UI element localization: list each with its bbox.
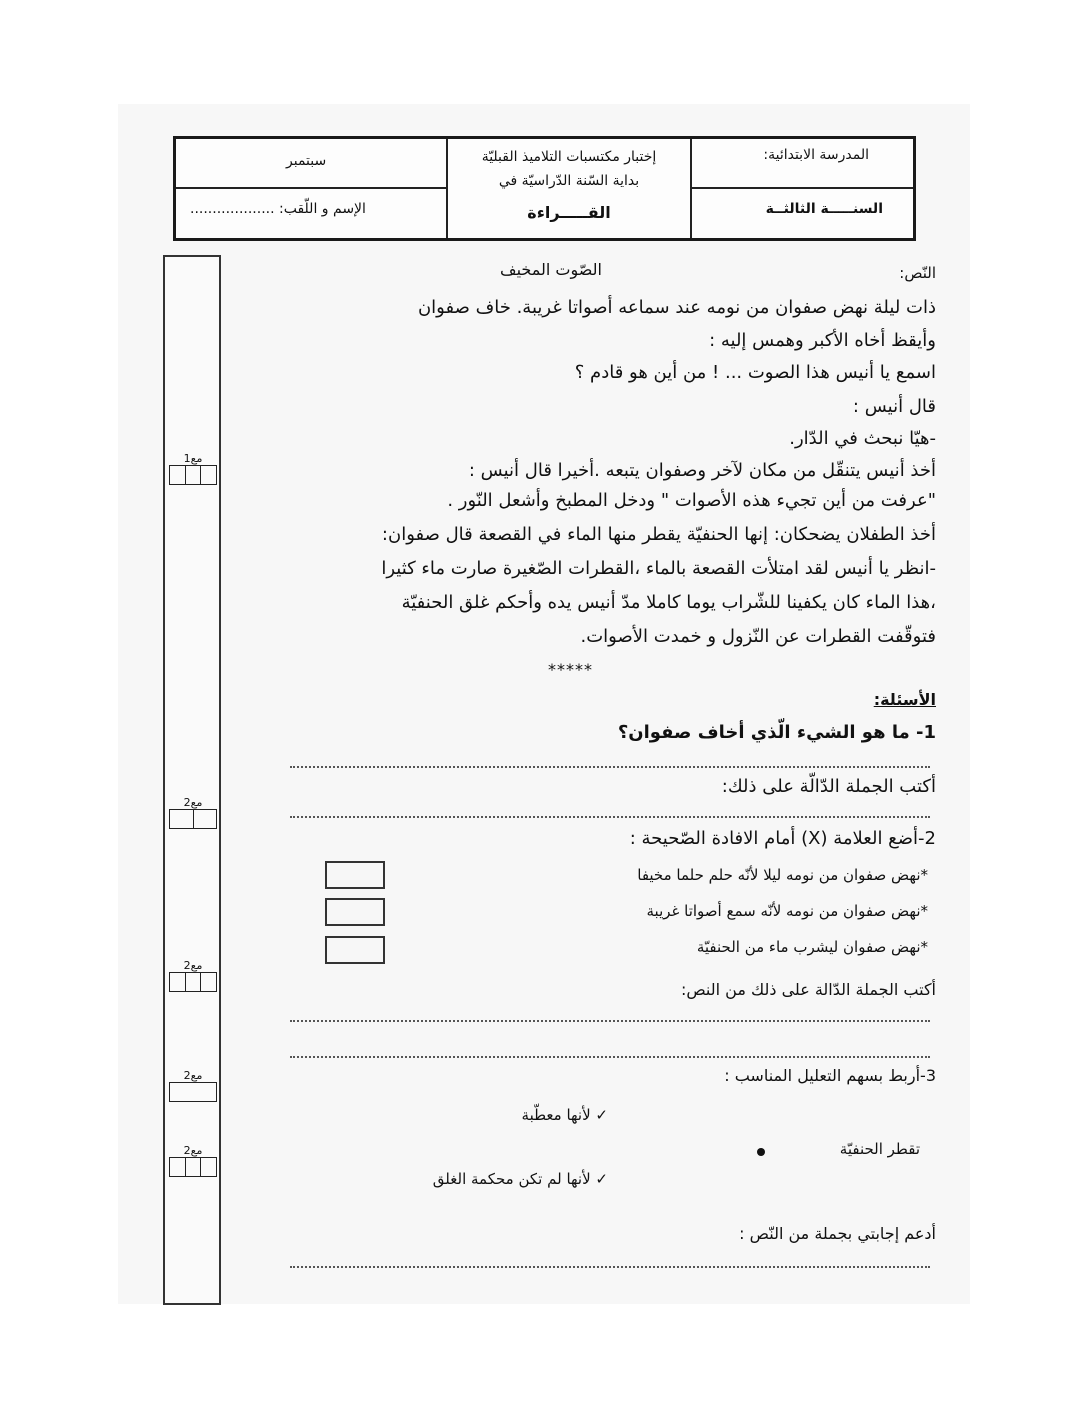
text-line: -هيّا نبحث في الدّار.: [789, 428, 936, 449]
question-1-sub: أكتب الجملة الدّالّة على ذلك:: [721, 776, 936, 797]
text-line: -انظر يا أنيس لقد امتلأت القصعة بالماء ،القطرات الصّغيرة صارت ماء كثيرا: [381, 558, 936, 579]
mark-4: مع2: [169, 1070, 217, 1102]
question-2: 2-أضع العلامة (X) أمام الافادة الصّحيحة :: [629, 828, 936, 849]
text-label: النّص:: [899, 264, 936, 282]
mark-boxes[interactable]: [169, 1157, 217, 1177]
answer-line[interactable]: [290, 1056, 930, 1058]
q3-subject[interactable]: تقطر الحنفيّة: [839, 1140, 920, 1158]
answer-line[interactable]: [290, 766, 930, 768]
text-line: ،هذا الماء كان يكفينا للشّراب يوما كاملا مدّ أنيس يده وأحكم غلق الحنفيّة: [401, 592, 936, 613]
name-field: الإسم و اللّقب: ...................: [190, 200, 366, 217]
connect-dot[interactable]: [757, 1148, 765, 1156]
question-1: 1- ما هو الشيء الّذي أخاف صفوان؟: [617, 722, 936, 743]
text-title: الصّوت المخيف: [500, 260, 602, 279]
level: السنـــــة الثالثــة: [765, 200, 883, 217]
subject: القـــــراءة: [527, 203, 611, 222]
q2-option-3: *نهض صفوان ليشرب ماء من الحنفيّة: [696, 938, 928, 956]
q2-option-2: *نهض صفوان من نومه لأنّه سمع أصواتا غريبة: [646, 902, 928, 920]
text-line: قال أنيس :: [852, 396, 936, 417]
mark-boxes[interactable]: [169, 809, 217, 829]
header-col-school: [692, 139, 913, 238]
mark-boxes[interactable]: [169, 1082, 217, 1102]
q2-checkbox-2[interactable]: [325, 898, 385, 926]
questions-label: الأسئلة:: [873, 690, 936, 709]
school-label: المدرسة الابتدائية:: [763, 147, 869, 163]
question-3: 3-أربط بسهم التعليل المناسب :: [724, 1066, 936, 1085]
mark-boxes[interactable]: [169, 465, 217, 485]
header-col-date: [176, 139, 448, 238]
separator-stars: *****: [548, 660, 593, 679]
header-col-title: [448, 139, 692, 238]
text-line: وأيقظ أخاه الأكبر وهمس إليه :: [709, 330, 936, 351]
answer-line[interactable]: [290, 816, 930, 818]
text-line: ذات ليلة نهض صفوان من نومه عند سماعه أصواتا غريبة. خاف صفوان: [417, 297, 936, 318]
month: سبتمبر: [286, 153, 327, 169]
text-line: "عرفت من أين تجيء هذه الأصوات " ودخل المطبخ وأشعل النّور .: [447, 490, 936, 511]
grading-column: [163, 255, 221, 1305]
header-table: [173, 136, 916, 241]
mark-1: مع1: [169, 453, 217, 485]
mark-boxes[interactable]: [169, 972, 217, 992]
q3-reason-1[interactable]: ✓ لأنها معطّبة: [521, 1106, 608, 1124]
mark-3: مع2: [169, 960, 217, 992]
text-line: أخذ أنيس يتنقّل من مكان لآخر وصفوان يتبعه .أخيرا قال أنيس :: [468, 460, 936, 481]
question-2-sub: أكتب الجملة الدّالة على ذلك من النص:: [680, 980, 936, 999]
mark-2: مع2: [169, 797, 217, 829]
mark-5: مع2: [169, 1145, 217, 1177]
exam-sheet: [118, 104, 970, 1304]
question-3-sub: أدعم إجابتي بجملة من النّص :: [739, 1224, 936, 1243]
exam-title-line1: إختبار مكتسبات التلاميذ القبليّة: [481, 149, 657, 165]
exam-title-line2: بداية السّنة الدّراسيّة في: [498, 173, 640, 189]
q2-option-1: *نهض صفوان من نومه ليلا لأنّه حلم حلما مخيفا: [637, 866, 928, 884]
text-line: أخذ الطفلان يضحكان: إنها الحنفيّة يقطر منها الماء في القصعة قال صفوان:: [381, 524, 936, 545]
q2-checkbox-3[interactable]: [325, 936, 385, 964]
text-line: فتوقّفت القطرات عن النّزول و خمدت الأصوات.: [580, 626, 936, 647]
answer-line[interactable]: [290, 1266, 930, 1268]
answer-line[interactable]: [290, 1020, 930, 1022]
q2-checkbox-1[interactable]: [325, 861, 385, 889]
text-line: اسمع يا أنيس هذا الصوت ... ! من أين هو قادم ؟: [574, 362, 936, 383]
q3-reason-2[interactable]: ✓ لأنها لم تكن محكمة الغلق: [432, 1170, 608, 1188]
